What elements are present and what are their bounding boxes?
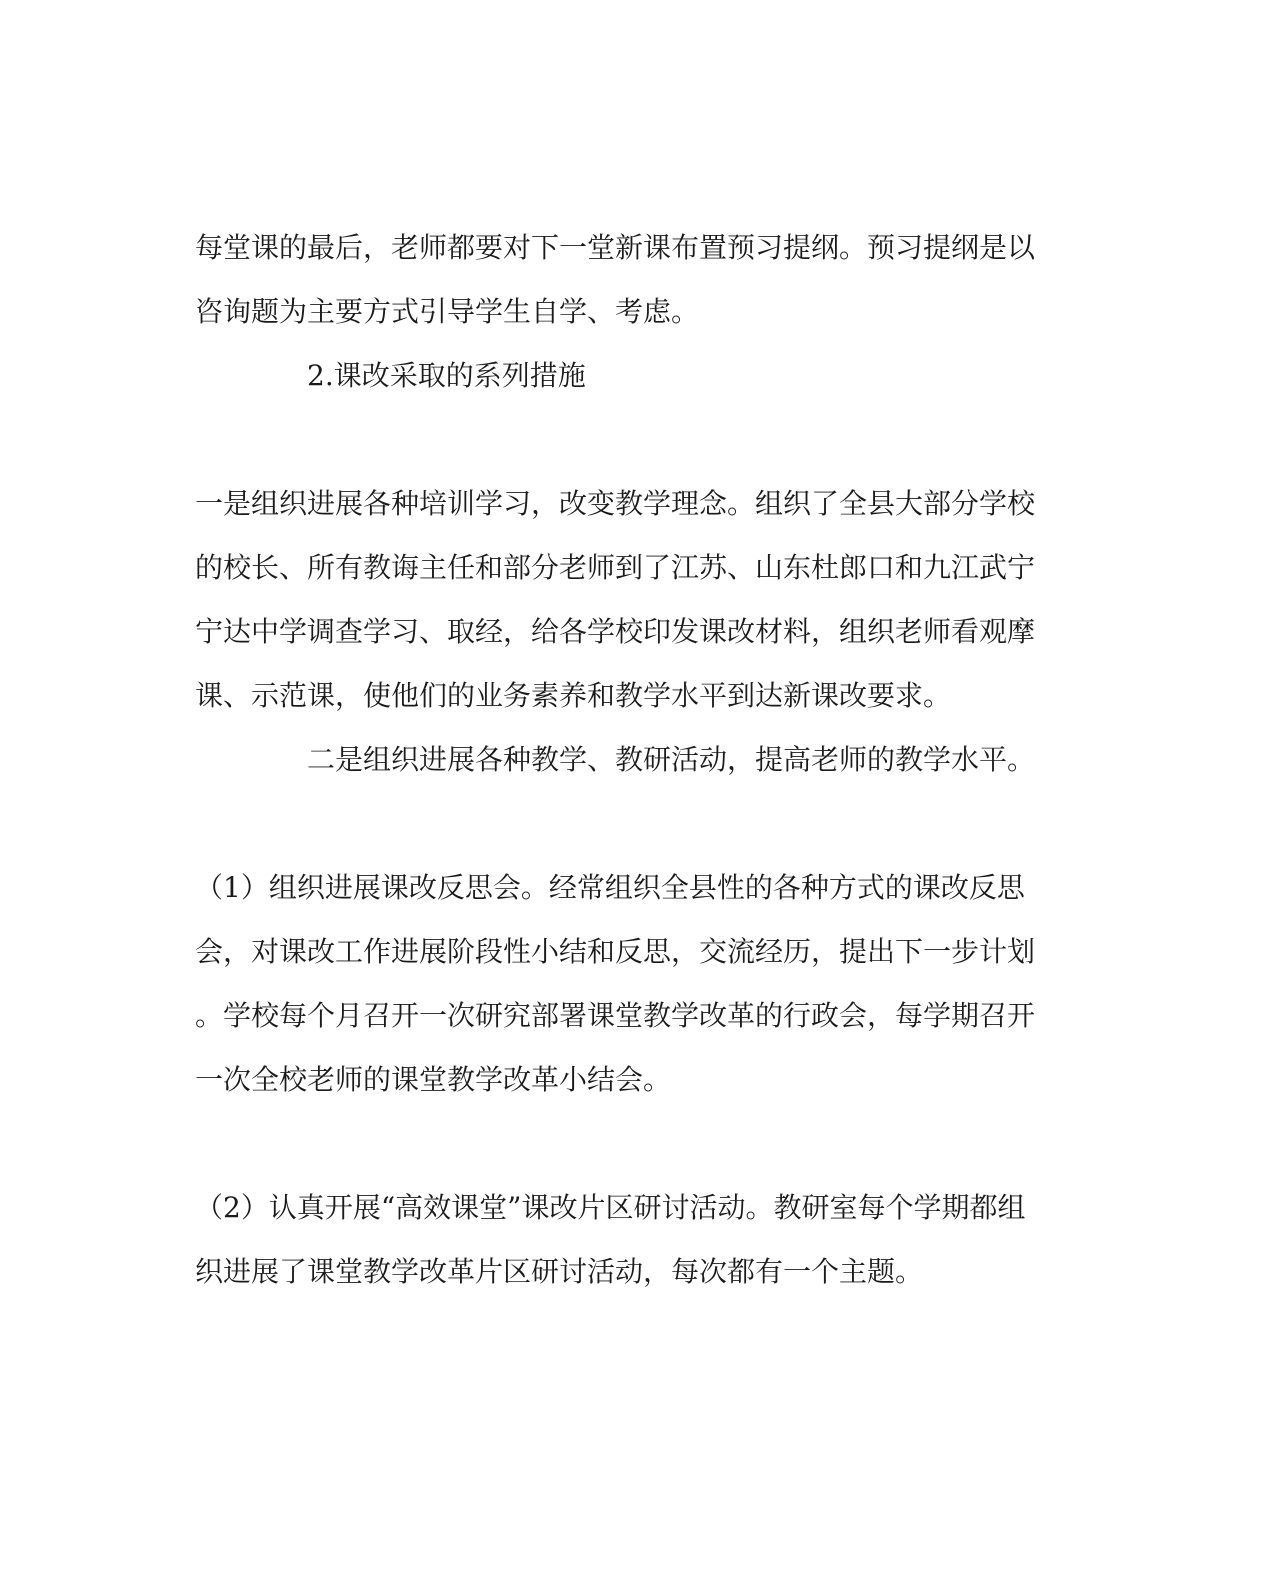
text-line: 二是组织进展各种教学、教研活动，提高老师的教学水平。 <box>307 743 1036 776</box>
text-line: 咨询题为主要方式引导学生自学、考虑。 <box>195 295 700 328</box>
text-line: 每堂课的最后，老师都要对下一堂新课布置预习提纲。预习提纲是以 <box>195 231 1036 264</box>
text-line: 课、示范课，使他们的业务素养和教学水平到达新课改要求。 <box>195 679 952 712</box>
text-line: （1）组织进展课改反思会。经常组织全县性的各种方式的课改反思 <box>195 871 1025 904</box>
text-line: 会，对课改工作进展阶段性小结和反思，交流经历，提出下一步计划 <box>195 935 1036 968</box>
text-line: 一次全校老师的课堂教学改革小结会。 <box>195 1063 672 1096</box>
section-heading: 2.课改采取的系列措施 <box>307 359 586 392</box>
text-line: 宁达中学调查学习、取经，给各学校印发课改材料，组织老师看观摩 <box>195 615 1036 648</box>
text-line: 一是组织进展各种培训学习，改变教学理念。组织了全县大部分学校 <box>195 487 1036 520</box>
text-line: 。学校每个月召开一次研究部署课堂教学改革的行政会，每学期召开 <box>195 999 1036 1032</box>
text-line: （2）认真开展“高效课堂”课改片区研讨活动。教研室每个学期都组 <box>195 1191 1026 1224</box>
text-line: 织进展了课堂教学改革片区研讨活动，每次都有一个主题。 <box>195 1255 924 1288</box>
text-line: 的校长、所有教诲主任和部分老师到了江苏、山东杜郎口和九江武宁 <box>195 551 1036 584</box>
